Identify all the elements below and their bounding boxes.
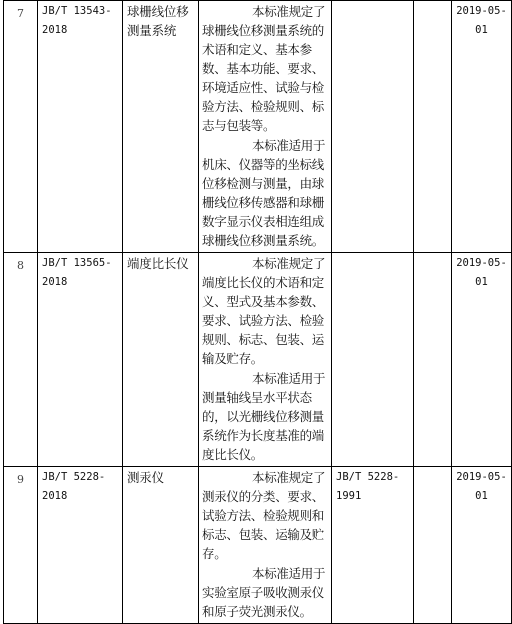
implementation-date: 2019-05-01 bbox=[452, 253, 512, 467]
empty-cell bbox=[414, 253, 452, 467]
scope-text: 本标准规定了端度比长仪的术语和定义、型式及基本参数、要求、试验方法、检验规则、标志、包装、运输及贮存。 bbox=[202, 256, 326, 366]
standard-name: 端度比长仪 bbox=[123, 253, 199, 467]
empty-cell bbox=[414, 1, 452, 253]
implementation-date: 2019-05-01 bbox=[452, 467, 512, 624]
application-text: 本标准适用于测量轴线呈水平状态的，以光栅线位移测量系统作为长度基准的端度比长仪。 bbox=[202, 371, 326, 462]
replaced-standard: JB/T 5228-1991 bbox=[332, 467, 414, 624]
scope-text: 本标准规定了测汞仪的分类、要求、试验方法、检验规则和标志、包装、运输及贮存。 bbox=[202, 470, 326, 561]
standard-name: 测汞仪 bbox=[123, 467, 199, 624]
row-number: 8 bbox=[4, 253, 38, 467]
standard-description bbox=[199, 467, 332, 624]
application-text: 本标准适用于机床、仪器等的坐标线位移检测与测量，由球栅线位移传感器和球栅数字显示仪表相连组成球栅线位移测量系统。 bbox=[202, 138, 326, 248]
application-text: 本标准适用于实验室原子吸收测汞仪和原子荧光测汞仪。 bbox=[202, 566, 326, 619]
standard-description bbox=[199, 253, 332, 467]
implementation-date: 2019-05-01 bbox=[452, 1, 512, 253]
standard-name: 球栅线位移测量系统 bbox=[123, 1, 199, 253]
standard-number: JB/T 13565-2018 bbox=[38, 253, 123, 467]
replaced-standard bbox=[332, 1, 414, 253]
table-row bbox=[4, 1, 512, 253]
replaced-standard bbox=[332, 253, 414, 467]
empty-cell bbox=[414, 467, 452, 624]
standards-table bbox=[3, 0, 512, 624]
row-number: 9 bbox=[4, 467, 38, 624]
standard-number: JB/T 5228-2018 bbox=[38, 467, 123, 624]
row-number: 7 bbox=[4, 1, 38, 253]
standard-description bbox=[199, 1, 332, 253]
scope-text: 本标准规定了球栅线位移测量系统的术语和定义、基本参数、基本功能、要求、环境适应性、试验与检验方法、检验规则、标志与包装等。 bbox=[202, 4, 326, 133]
standard-number: JB/T 13543-2018 bbox=[38, 1, 123, 253]
table-row bbox=[4, 467, 512, 624]
table-row bbox=[4, 253, 512, 467]
